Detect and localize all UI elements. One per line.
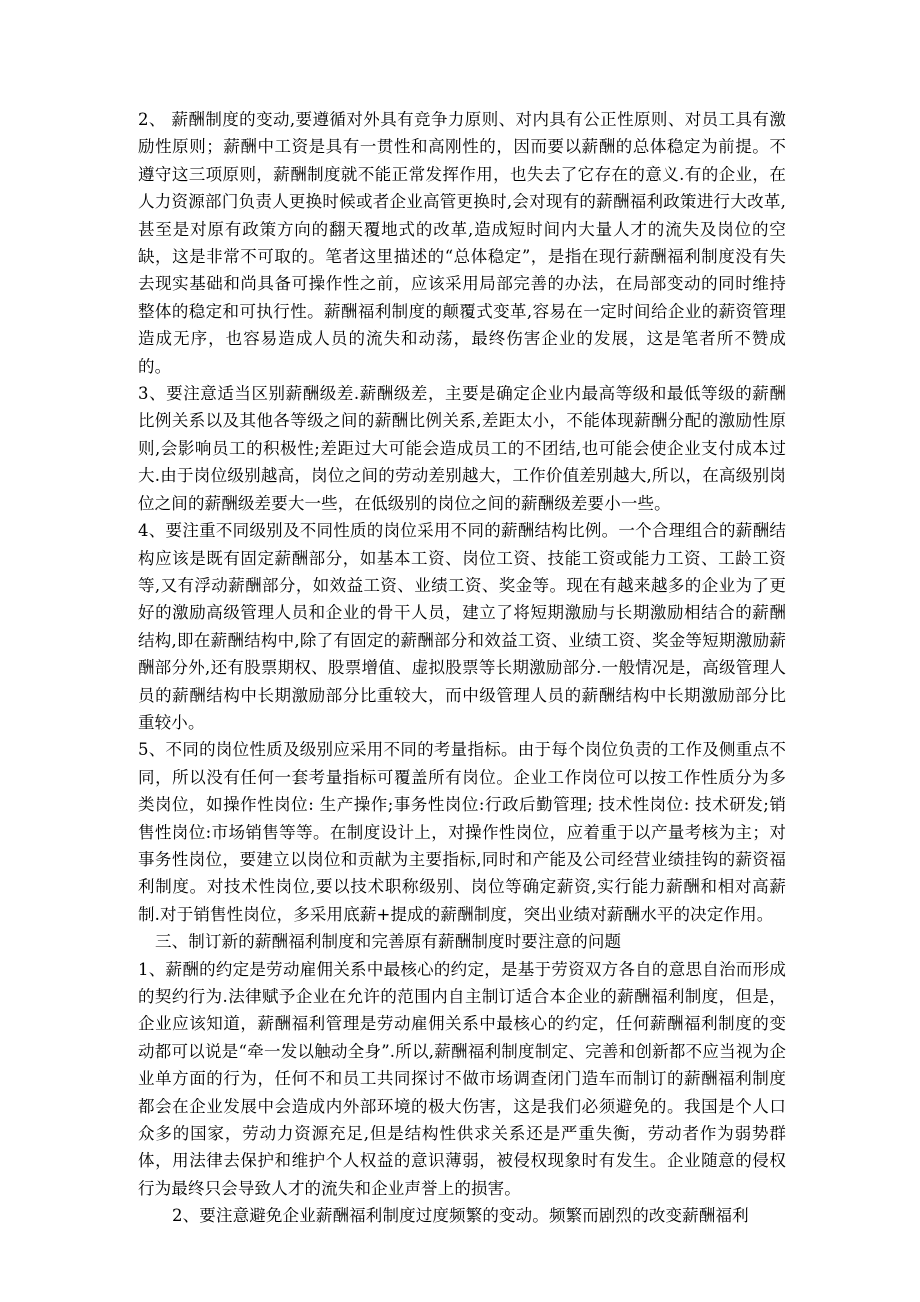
paragraph-assessment-indicators: 5、不同的岗位性质及级别应采用不同的考量指标。由于每个岗位负责的工作及侧重点不同，所以没有任何一套考量指标可覆盖所有岗位。企业工作岗位可以按工作性质分为多类岗位，如操作性岗位: 生产操作;事务性岗位:行政后勤管理; 技术性岗位: 技术研发;销售性岗位:市场销售等等。在制度设计上，对操作性岗位，应着重于以产量考核为主；对事务性岗位，要建立以岗位和贡献为主要指标,同时和产能及公司经营业绩挂钩的薪资福利制度。对技术性岗位,要以技术职称级别、岗位等确定薪资,实行能力薪酬和相对高薪制.对于销售性岗位，多采用底薪+提成的薪酬制度，突出业绩对薪酬水平的决定作用。 [138,740,786,924]
paragraph-salary-grade-difference: 3、要注意适当区别薪酬级差.薪酬级差，主要是确定企业内最高等级和最低等级的薪酬比例关系以及其他各等级之间的薪酬比例关系,差距太小，不能体现薪酬分配的激励性原则,会影响员工的积极性;差距过大可能会造成员工的不团结,也可能会使企业支付成本过大.由于岗位级别越高，岗位之间的劳动差别越大，工作价值差别越大,所以，在高级别岗位之间的薪酬级差要大一些，在低级别的岗位之间的薪酬级差要小一些。 [138,384,786,513]
paragraph-salary-agreement: 1、薪酬的约定是劳动雇佣关系中最核心的约定，是基于劳资双方各自的意思自治而形成的契约行为.法律赋予企业在允许的范围内自主制订适合本企业的薪酬福利制度，但是，企业应该知道，薪酬福利管理是劳动雇佣关系中最核心的约定，任何薪酬福利制度的变动都可以说是“牵一发以触动全身”.所以,薪酬福利制度制定、完善和创新都不应当视为企业单方面的行为，任何不和员工共同探讨不做市场调查闭门造车而制订的薪酬福利制度都会在企业发展中会造成内外部环境的极大伤害，这是我们必须避免的。我国是个人口众多的国家，劳动力资源充足,但是结构性供求关系还是严重失衡，劳动者作为弱势群体，用法律去保护和维护个人权益的意识薄弱，被侵权现象时有发生。企业随意的侵权行为最终只会导致人才的流失和企业声誉上的损害。 [138,959,786,1198]
paragraph-salary-structure-ratio: 4、要注重不同级别及不同性质的岗位采用不同的薪酬结构比例。一个合理组合的薪酬结构应该是既有固定薪酬部分，如基本工资、岗位工资、技能工资或能力工资、工龄工资等,又有浮动薪酬部分，如效益工资、业绩工资、奖金等。现在有越来越多的企业为了更好的激励高级管理人员和企业的骨干人员，建立了将短期激励与长期激励相结合的薪酬结构,即在薪酬结构中,除了有固定的薪酬部分和效益工资、业绩工资、奖金等短期激励薪酬部分外,还有股票期权、股票增值、虚拟股票等长期激励部分.一般情况是，高级管理人员的薪酬结构中长期激励部分比重较大，而中级管理人员的薪酬结构中长期激励部分比重较小。 [138,521,786,732]
paragraph-avoid-frequent-changes: 2、要注意避免企业薪酬福利制度过度频繁的变动。频繁而剧烈的改变薪酬福利 [172,1206,749,1226]
document-page [138,106,786,1230]
paragraph-salary-change-principles: 2、 薪酬制度的变动,要遵循对外具有竞争力原则、对内具有公正性原则、对员工具有激励性原则；薪酬中工资是具有一贯性和高刚性的，因而要以薪酬的总体稳定为前提。不遵守这三项原则，薪酬制度就不能正常发挥作用，也失去了它存在的意义.有的企业，在人力资源部门负责人更换时候或者企业高管更换时,会对现有的薪酬福利政策进行大改革,甚至是对原有政策方向的翻天覆地式的改革,造成短时间内大量人才的流失及岗位的空缺，这是非常不可取的。笔者这里描述的“总体稳定”，是指在现行薪酬福利制度没有失去现实基础和尚具备可操作性之前，应该采用局部完善的办法，在局部变动的同时维持整体的稳定和可执行性。薪酬福利制度的颠覆式变革,容易在一定时间给企业的薪资管理造成无序，也容易造成人员的流失和动荡，最终伤害企业的发展，这是笔者所不赞成的。 [138,110,786,376]
section-heading-three: 三、制订新的薪酬福利制度和完善原有薪酬制度时要注意的问题 [155,932,622,952]
